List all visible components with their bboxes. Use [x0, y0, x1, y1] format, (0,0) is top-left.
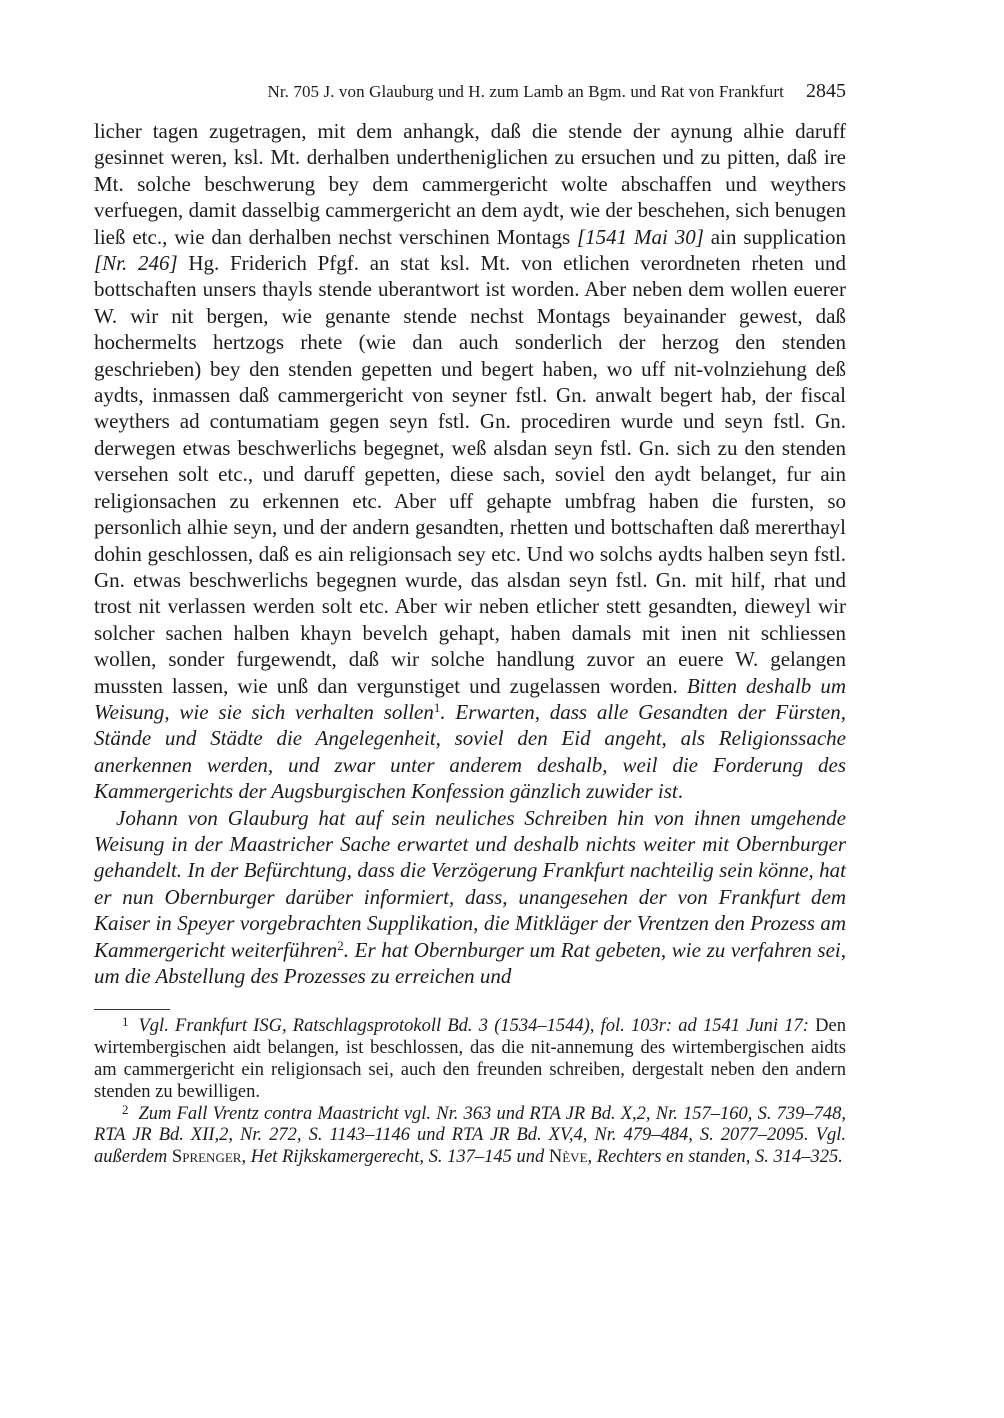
footnote-text: , Rechters en standen, S. 314–325.: [587, 1147, 843, 1168]
footnote-separator: [94, 1009, 170, 1010]
footnote-source: Vgl. Frankfurt ISG, Ratschlagsprotokoll Bd. 3 (1534–1544), fol. 103r: ad 1541 Juni 17:: [138, 1016, 809, 1037]
editorial-summary: . Erwarten, dass alle Gesandten der Fürsten, Stände und Städte die Angelegenheit, soviel den Eid angeht, als Religionssache anerkennen werden, und zwar unter anderem deshalb, weil die Forderung des Kammergerichts der Augsburgischen Konfession gänzlich zuwider ist: [94, 699, 847, 804]
editorial-summary: Bitten deshalb um Weisung, wie sie sich verhalten sollen: [94, 673, 846, 724]
footnote-mark: 1: [122, 1014, 129, 1030]
footnote-text: Zum Fall Vrentz contra Maastricht vgl. Nr. 363 und RTA JR Bd. X,2, Nr. 157–160, S. 739–748, RTA JR Bd. XII,2, Nr. 272, S. 1143–1146 und RTA JR Bd. XV,4, Nr. 479–484, S. 2077–2095. Vgl. außerdem: [94, 1103, 846, 1168]
date-reference: [1541 Mai 30]: [577, 224, 704, 249]
author-name: Sprenger: [171, 1147, 242, 1168]
page-number: 2845: [806, 80, 846, 102]
text-run: Hg. Friderich Pfgf. an stat ksl. Mt. von etlichen verordneten rheten und bottschaften unsers thayls stende uberantwort ist worden. Aber neben dem wollen euerer W. wir nit bergen, wie genante stende nechst Montags beyainander gewest, daß hochermelts hertzogs rhete (wie dan auch sonderlich der herzog den stenden geschrieben) bey den stenden gepetten und begert haben, wo uff nit-volnziehung deß aydts, inmassen daß cammergericht von seyner fstl. Gn. anwalt begert hab, der fiscal weythers ad contumatiam gegen seyn fstl. Gn. procediren wurde und seyn fstl. Gn. derwegen etwas beschwerlichs begegnet, weß alsdan seyn fstl. Gn. sich zu den stenden versehen solt etc., und daruff gepetten, diese sach, soviel den aydt belanget, fur ain religionsachen zu erkennen etc. Aber uff gehapte umbfrag haben die fursten, so personlich alhie seyn, und der andern gesandten, rhetten und bottschaften daß mererthayl dohin geschlossen, daß es ain religionsach sey etc. Und wo solchs aydts halben seyn fstl. Gn. etwas beschwerlichs begegnen wurde, das alsdan seyn fstl. Gn. mit hilf, rhat und trost nit verlassen werden solt etc. Aber wir neben etlicher stett gesandten, dieweyl wir solcher sachen halben khayn bevelch gehapt, haben damals mit inen nit schliessen wollen, sonder furgewendt, daß wir solche handlung zuvor an euere W. gelangen mussten lassen, wie unß dan vergunstiget und zugelassen worden.: [94, 251, 846, 698]
footnotes: [94, 1016, 846, 1169]
paragraph-1: [94, 118, 846, 805]
footnote-ref-2[interactable]: 2: [337, 937, 344, 953]
editorial-summary: . Er hat Obernburger um Rat gebeten, wie zu verfahren sei, um die Abstellung des Prozesses zu erreichen und: [94, 937, 847, 988]
text-run: ain supplication: [703, 224, 846, 249]
main-text: [94, 118, 846, 989]
footnote-1: [94, 1016, 846, 1103]
footnote-2: [94, 1101, 846, 1169]
running-header: [94, 78, 846, 118]
text-run: licher tagen zugetragen, mit dem anhangk, daß die stende der aynung alhie daruff gesinnet weren, ksl. Mt. derhalben undertheniglichen zu ersuchen und zu pitten, daß ire Mt. solche beschwerung bey dem cammergericht wolte abschaffen und weythers verfuegen, damit dasselbig cammergericht an dem aydt, wie der beschehen, sich benugen ließ etc., wie dan derhalben nechst verschinen Montags: [94, 119, 846, 249]
document-reference: [Nr. 246]: [94, 251, 178, 276]
text-run: .: [677, 779, 683, 804]
author-name: Nève: [548, 1147, 588, 1168]
footnote-ref-1[interactable]: 1: [433, 699, 441, 715]
editorial-summary: Johann von Glauburg hat auf sein neuliches Schreiben hin von ihnen umgehende Weisung in der Maastricher Sache erwartet und deshalb nichts weiter mit Obernburger gehandelt. In der Befürchtung, dass die Verzögerung Frankfurt nachteilig sein könne, hat er nun Obernburger darüber informiert, dass, unangesehen der von Frankfurt dem Kaiser in Speyer vorgebrachten Supplikation, die Mitkläger der Vrentzen den Prozess am Kammergericht weiterführen: [94, 805, 846, 962]
document-page: [94, 78, 846, 1169]
paragraph-2: [94, 805, 846, 990]
footnote-quote: Den wirtembergischen aidt belangen, ist beschlossen, das die nit-annemung des wirtembergischen aidts am cammergericht ein religionsach sei, auch den freunden schreiben, dergestalt neben den andern stenden zu bewilligen.: [94, 1016, 846, 1102]
footnote-mark: 2: [122, 1101, 129, 1117]
footnote-text: , Het Rijkskamergerecht, S. 137–145 und: [241, 1147, 549, 1168]
header-title: Nr. 705 J. von Glauburg und H. zum Lamb an Bgm. und Rat von Frankfurt: [267, 82, 784, 101]
